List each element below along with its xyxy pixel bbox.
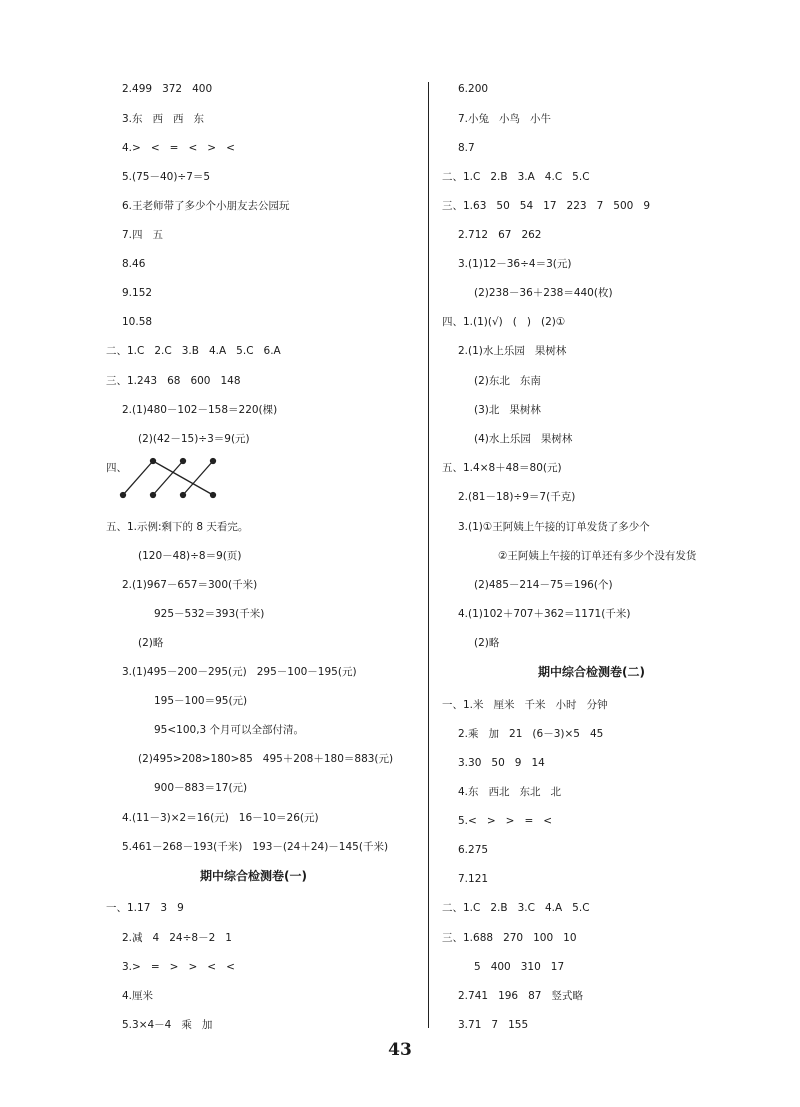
- answer-line: 4.(11－3)×2＝16(元) 16－10＝26(元): [122, 812, 319, 824]
- answer-line: 2.(1)480－102－158＝220(棵): [122, 404, 278, 416]
- answer-line: 2.(1)967－657＝300(千米): [122, 579, 258, 591]
- answer-line: (2)485－214－75＝196(个): [474, 579, 613, 591]
- answer-line: 3.(1)495－200－295(元) 295－100－195(元): [122, 666, 357, 678]
- matching-diagram: [118, 455, 218, 501]
- answer-line: 2.741 196 87 竖式略: [458, 990, 584, 1002]
- answer-line: (2)(42－15)÷3＝9(元): [138, 433, 250, 445]
- answer-line: 5.3×4－4 乘 加: [122, 1019, 213, 1031]
- answer-line: 3.71 7 155: [458, 1019, 529, 1031]
- answer-line: 2.(81－18)÷9＝7(千克): [458, 491, 576, 503]
- answer-line: (2)495>208>180>85 495＋208＋180＝883(元): [138, 753, 394, 765]
- answer-line: 5.(75－40)÷7＝5: [122, 171, 211, 183]
- answer-line: 5 400 310 17: [474, 961, 565, 973]
- answer-line: (2)略: [474, 637, 500, 649]
- answer-line: 2.499 372 400: [122, 83, 213, 95]
- answer-line: 8.7: [458, 142, 475, 154]
- answer-line: 3.30 50 9 14: [458, 757, 545, 769]
- answer-line: 二、1.C 2.B 3.C 4.A 5.C: [442, 902, 590, 914]
- answer-line: (2)东北 东南: [474, 375, 541, 387]
- answer-line: 195－100＝95(元): [154, 695, 248, 707]
- answer-line: 4.东 西北 东北 北: [458, 786, 562, 798]
- answer-line: 五、1.示例:剩下的 8 天看完。: [106, 521, 249, 533]
- answer-line: 二、1.C 2.B 3.A 4.C 5.C: [442, 171, 590, 183]
- answer-line: 一、1.米 厘米 千米 小时 分钟: [442, 699, 608, 711]
- answer-line: 5.461－268－193(千米) 193－(24＋24)－145(千米): [122, 841, 389, 853]
- answer-line: (2)略: [138, 637, 164, 649]
- answer-line: 五、1.4×8＋48＝80(元): [442, 462, 562, 474]
- answer-line: 95<100,3 个月可以全部付清。: [154, 724, 305, 736]
- answer-line: 2.减 4 24÷8－2 1: [122, 932, 232, 944]
- answer-line: 3.东 西 西 东: [122, 113, 205, 125]
- answer-line: 2.712 67 262: [458, 229, 542, 241]
- section-label: 四、: [106, 462, 127, 474]
- answer-line: (4)水上乐园 果树林: [474, 433, 573, 445]
- answer-line: (2)238－36＋238＝440(枚): [474, 287, 613, 299]
- column-divider: [428, 82, 429, 1028]
- answer-line: 6.王老师带了多少个小朋友去公园玩: [122, 200, 290, 212]
- answer-line: 一、1.17 3 9: [106, 902, 184, 914]
- answer-line: 三、1.243 68 600 148: [106, 375, 241, 387]
- answer-line: 四、1.(1)(√) ( ) (2)①: [442, 316, 566, 328]
- answer-line: 二、1.C 2.C 3.B 4.A 5.C 6.A: [106, 345, 281, 357]
- answer-line: 三、1.688 270 100 10: [442, 932, 577, 944]
- answer-line: 900－883＝17(元): [154, 782, 248, 794]
- answer-line: 925－532＝393(千米): [154, 608, 265, 620]
- answer-line: 3.(1)①王阿姨上午接的订单发货了多少个: [458, 521, 650, 533]
- answer-line: 9.152: [122, 287, 153, 299]
- answer-line: 2.(1)水上乐园 果树林: [458, 345, 567, 357]
- page-number: 43: [388, 1040, 412, 1060]
- answer-line: 8.46: [122, 258, 146, 270]
- answer-line: 3.> = > > < <: [122, 961, 235, 973]
- answer-line: 7.小兔 小鸟 小牛: [458, 113, 552, 125]
- answer-line: 7.121: [458, 873, 489, 885]
- section-title: 期中综合检测卷(一): [200, 869, 307, 883]
- answer-line: 三、1.63 50 54 17 223 7 500 9: [442, 200, 650, 212]
- answer-line: 4.(1)102＋707＋362＝1171(千米): [458, 608, 631, 620]
- answer-line: (120－48)÷8＝9(页): [138, 550, 242, 562]
- answer-line: 3.(1)12－36÷4＝3(元): [458, 258, 572, 270]
- answer-line: (3)北 果树林: [474, 404, 541, 416]
- answer-line: 2.乘 加 21 (6－3)×5 45: [458, 728, 604, 740]
- answer-line: 5.< > > = <: [458, 815, 553, 827]
- answer-line: 6.200: [458, 83, 489, 95]
- answer-line: 4.厘米: [122, 990, 154, 1002]
- answer-line: 4.> < = < > <: [122, 142, 235, 154]
- answer-line: 10.58: [122, 316, 153, 328]
- answer-line: 7.四 五: [122, 229, 164, 241]
- section-title: 期中综合检测卷(二): [538, 665, 645, 679]
- answer-line: ②王阿姨上午接的订单还有多少个没有发货: [498, 550, 697, 562]
- answer-line: 6.275: [458, 844, 489, 856]
